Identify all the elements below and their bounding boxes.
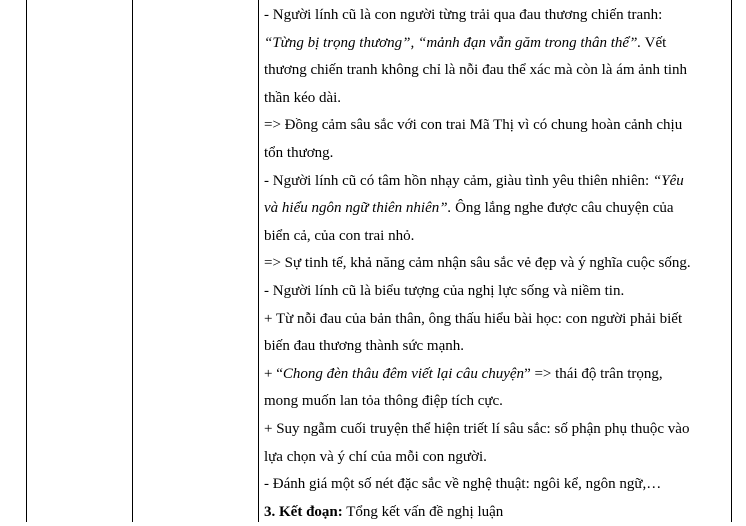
- text-segment: Ông lắng nghe được câu chuyện của: [451, 200, 674, 217]
- text-segment: mong muốn lan tỏa thông điệp tích cực.: [264, 393, 503, 410]
- text-line: [264, 168, 730, 196]
- text-line: [264, 388, 730, 416]
- section-heading: 3. Kết đoạn:: [264, 503, 343, 520]
- text-line: [264, 57, 730, 85]
- text-segment: => Sự tinh tế, khả năng cảm nhận sâu sắc vẻ đẹp và ý nghĩa cuộc sống.: [264, 255, 691, 272]
- text-segment: thần kéo dài.: [264, 89, 342, 106]
- text-segment: “Yêu: [652, 172, 684, 189]
- text-segment: biển cả, của con trai nhỏ.: [264, 227, 415, 244]
- text-segment: thương chiến tranh không chỉ là nỗi đau thể xác mà còn là ám ảnh tinh: [264, 62, 688, 79]
- text-line: [264, 140, 730, 168]
- text-segment: và hiểu ngôn ngữ thiên nhiên”.: [264, 200, 452, 217]
- text-segment: + Từ nỗi đau của bản thân, ông thấu hiểu bài học: con người phải biết: [264, 310, 683, 327]
- text-segment: Vết: [641, 34, 667, 51]
- text-segment: tổn thương.: [264, 144, 334, 161]
- text-segment: lựa chọn và ý chí của mỗi con người.: [264, 448, 487, 465]
- text-line: [264, 112, 730, 140]
- text-segment: - Người lính cũ có tâm hồn nhạy cảm, giàu tình yêu thiên nhiên:: [264, 172, 653, 189]
- column-divider-1: [132, 0, 133, 522]
- text-line: [264, 471, 730, 499]
- table-cell-content: [264, 2, 730, 526]
- text-line: [264, 278, 730, 306]
- text-segment: Tổng kết vấn đề nghị luận: [342, 503, 504, 520]
- text-segment: Chong đèn thâu đêm viết lại câu chuyện: [282, 365, 525, 382]
- text-line: [264, 361, 730, 389]
- text-line: [264, 306, 730, 334]
- text-line: [264, 85, 730, 113]
- text-line: [264, 416, 730, 444]
- text-line: [264, 444, 730, 472]
- text-segment: + Suy ngẫm cuối truyện thể hiện triết lí sâu sắc: số phận phụ thuộc vào: [264, 420, 690, 437]
- text-segment: - Người lính cũ là con người từng trải qua đau thương chiến tranh:: [264, 7, 663, 23]
- text-segment: + “: [264, 365, 283, 382]
- text-line: [264, 223, 730, 251]
- text-line: [264, 30, 730, 58]
- text-segment: - Đánh giá một số nét đặc sắc về nghệ thuật: ngôi kể, ngôn ngữ,…: [264, 476, 662, 493]
- text-segment: => Đồng cảm sâu sắc với con trai Mã Thị vì có chung hoàn cảnh chịu: [264, 117, 683, 134]
- text-line: [264, 195, 730, 223]
- text-segment: ” => thái độ trân trọng,: [524, 365, 663, 382]
- text-line: [264, 250, 730, 278]
- text-segment: biến đau thương thành sức mạnh.: [264, 338, 464, 355]
- text-line: [264, 2, 730, 30]
- document-table: [26, 0, 732, 522]
- text-segment: - Người lính cũ là biểu tượng của nghị lực sống và niềm tin.: [264, 282, 625, 299]
- text-line: [264, 333, 730, 361]
- text-segment: “Từng bị trọng thương”, “mảnh đạn vẫn găm trong thân thể”.: [264, 34, 642, 51]
- column-divider-2: [258, 0, 259, 522]
